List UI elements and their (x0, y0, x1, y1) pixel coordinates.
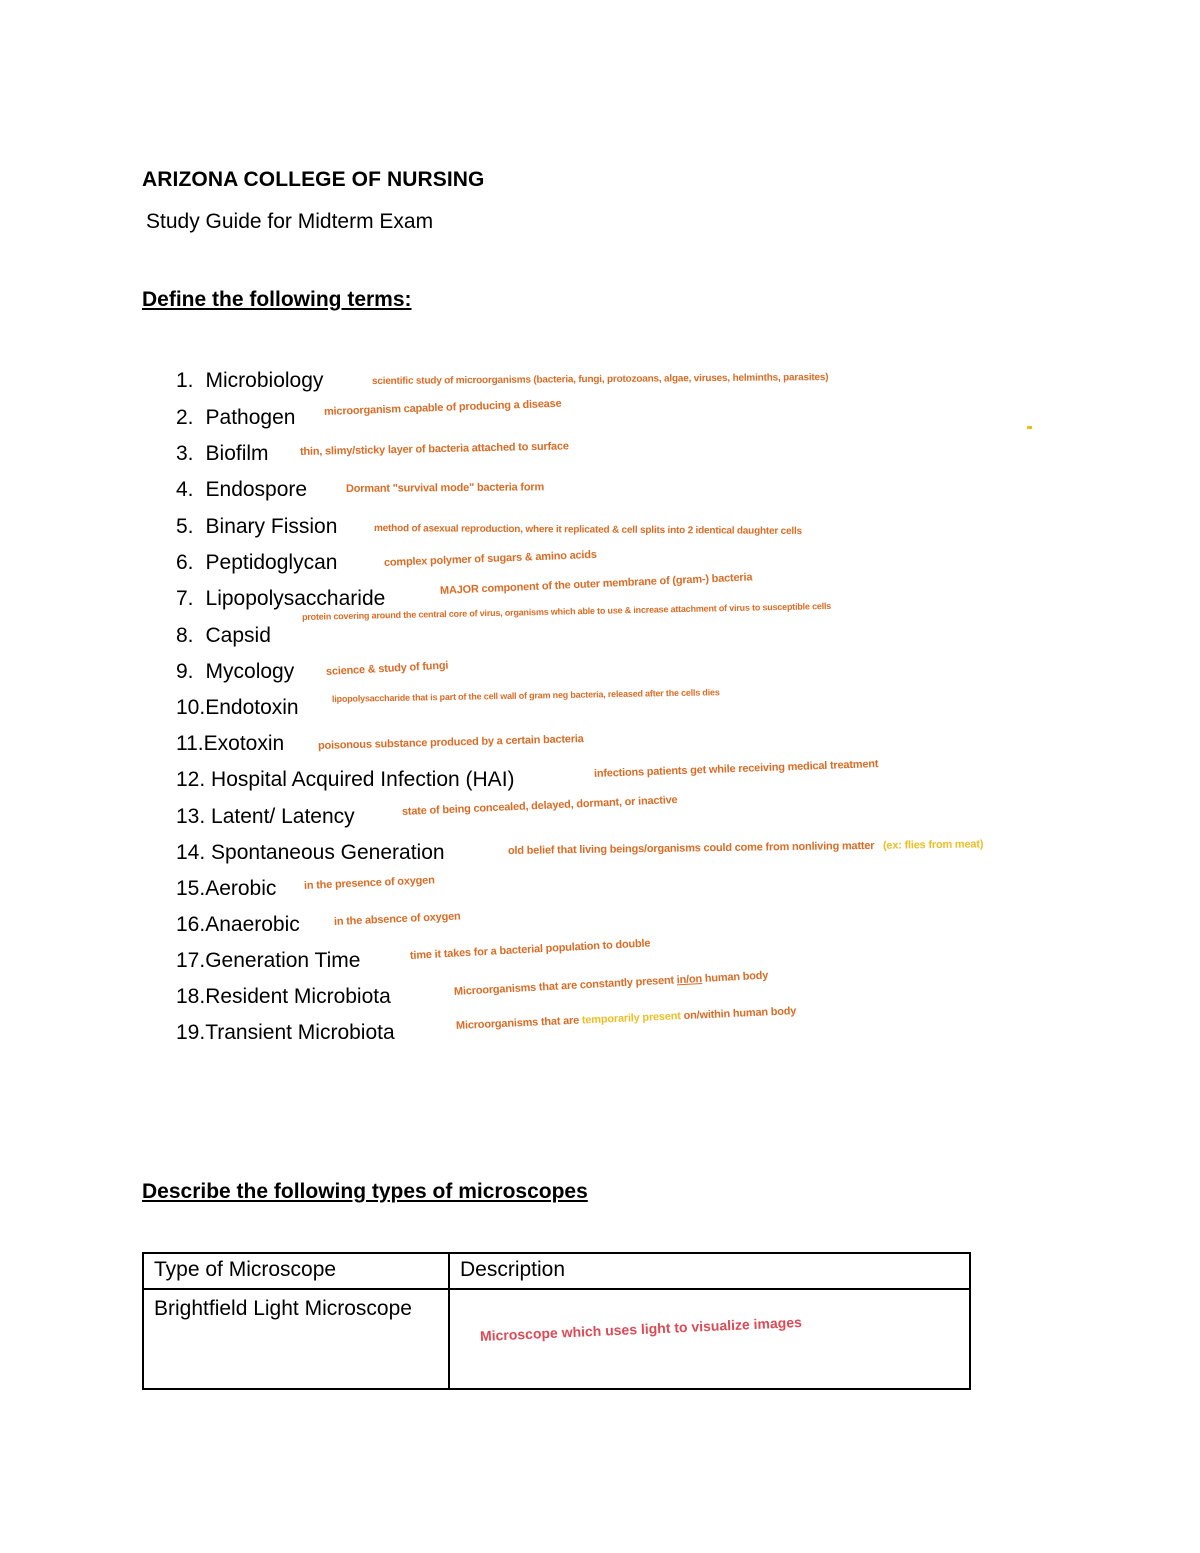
term-number: 3. (176, 442, 194, 465)
term-number: 15. (176, 877, 206, 900)
terms-heading: Define the following terms: (142, 288, 412, 311)
list-item (176, 442, 269, 472)
term-number: 9. (176, 660, 194, 683)
list-item (176, 732, 284, 762)
table-header-row (143, 1253, 970, 1289)
handwritten-note: time it takes for a bacterial population to double (409, 937, 651, 962)
term-number: 8. (176, 624, 194, 647)
handwritten-note: thin, slimy/sticky layer of bacteria attached to surface (299, 440, 569, 458)
handwritten-note-text: human body (704, 969, 769, 985)
list-item (176, 1021, 395, 1051)
term-label: Peptidoglycan (205, 551, 338, 574)
handwritten-note: complex polymer of sugars & amino acids (383, 548, 597, 569)
microscope-table (142, 1252, 971, 1390)
list-item (176, 551, 337, 581)
handwritten-note: science & study of fungi (325, 659, 449, 678)
list-item (176, 949, 360, 979)
term-label: Spontaneous Generation (211, 841, 445, 864)
term-label: Anaerobic (205, 913, 300, 936)
handwritten-note: method of asexual reproduction, where it replicated & cell splits into 2 identical daughter cells (373, 523, 802, 537)
list-item (176, 768, 515, 798)
highlighted-note: temporarily present (581, 1010, 681, 1027)
handwritten-note-text: on/within human body (683, 1005, 797, 1023)
handwritten-note: microorganism capable of producing a disease (323, 397, 562, 418)
underlined-note: in/on (676, 973, 703, 987)
term-label: Binary Fission (205, 515, 338, 538)
list-item (176, 877, 276, 907)
handwritten-note: Microscope which uses light to visualize images (479, 1313, 803, 1344)
handwritten-note: in the absence of oxygen (333, 910, 461, 928)
term-number: 12. (176, 768, 206, 791)
term-label: Aerobic (205, 877, 277, 900)
term-label: Resident Microbiota (205, 985, 391, 1008)
term-label: Microbiology (205, 369, 324, 392)
handwritten-note: in the presence of oxygen (303, 874, 435, 892)
handwritten-note-text: Microorganisms that are constantly present (453, 974, 675, 998)
document-subtitle: Study Guide for Midterm Exam (146, 210, 434, 233)
handwritten-note: Dormant "survival mode" bacteria form (345, 481, 545, 495)
term-label: Lipopolysaccharide (205, 587, 386, 610)
table-row (143, 1289, 970, 1389)
highlight-mark (1027, 426, 1032, 429)
term-label: Biofilm (205, 442, 269, 465)
microscope-description-cell (449, 1289, 970, 1389)
list-item (176, 515, 337, 545)
handwritten-note: scientific study of microorganisms (bacteria, fungi, protozoans, algae, viruses, helminths, parasites) (371, 372, 829, 387)
handwritten-note: lipopolysaccharide that is part of the cell wall of gram neg bacteria, released after the cells dies (331, 687, 720, 704)
term-number: 7. (176, 587, 194, 610)
handwritten-note: MAJOR component of the outer membrane of (gram-) bacteria (439, 571, 753, 597)
column-header-type: Type of Microscope (143, 1253, 449, 1289)
school-name: ARIZONA COLLEGE OF NURSING (142, 168, 485, 191)
term-number: 11. (176, 732, 204, 755)
term-label: Endospore (205, 478, 308, 501)
microscope-type-cell: Brightfield Light Microscope (143, 1289, 449, 1389)
term-number: 1. (176, 369, 194, 392)
list-item (176, 478, 307, 508)
term-number: 16. (176, 913, 206, 936)
handwritten-note: protein covering around the central core of virus, organisms which able to use & increase attachment of virus to susceptible cells (301, 600, 832, 622)
term-label: Exotoxin (203, 732, 285, 755)
term-label: Capsid (205, 624, 271, 647)
handwritten-note (454, 970, 769, 998)
handwritten-note-text: old belief that living beings/organisms could come from nonliving matter (507, 839, 875, 857)
handwritten-note (508, 838, 983, 857)
term-label: Hospital Acquired Infection (HAI) (211, 768, 515, 791)
term-number: 6. (176, 551, 194, 574)
term-number: 14. (176, 841, 206, 864)
term-number: 4. (176, 478, 194, 501)
list-item (176, 660, 294, 690)
highlighted-note: (ex: flies from meat) (882, 838, 984, 852)
term-number: 18. (176, 985, 206, 1008)
term-number: 2. (176, 406, 194, 429)
list-item (176, 369, 323, 399)
term-number: 17. (176, 949, 206, 972)
list-item (176, 624, 271, 654)
list-item (176, 805, 355, 835)
microscopes-heading: Describe the following types of microscopes (142, 1180, 588, 1203)
handwritten-note-text: Microorganisms that are (455, 1014, 580, 1032)
list-item (176, 985, 391, 1015)
handwritten-note: state of being concealed, delayed, dormant, or inactive (401, 793, 678, 818)
term-label: Endotoxin (205, 696, 299, 719)
list-item (176, 841, 445, 871)
term-label: Latent/ Latency (211, 805, 355, 828)
term-number: 13. (176, 805, 206, 828)
list-item (176, 406, 295, 436)
term-label: Pathogen (205, 406, 296, 429)
term-number: 5. (176, 515, 194, 538)
list-item (176, 696, 299, 726)
term-label: Generation Time (205, 949, 361, 972)
list-item (176, 913, 300, 943)
handwritten-note (456, 1005, 797, 1032)
term-label: Mycology (205, 660, 295, 683)
column-header-description: Description (449, 1253, 970, 1289)
term-label: Transient Microbiota (205, 1021, 395, 1044)
handwritten-note: infections patients get while receiving medical treatment (593, 758, 879, 780)
handwritten-note: poisonous substance produced by a certain bacteria (317, 733, 584, 752)
term-number: 10. (176, 696, 206, 719)
term-number: 19. (176, 1021, 206, 1044)
